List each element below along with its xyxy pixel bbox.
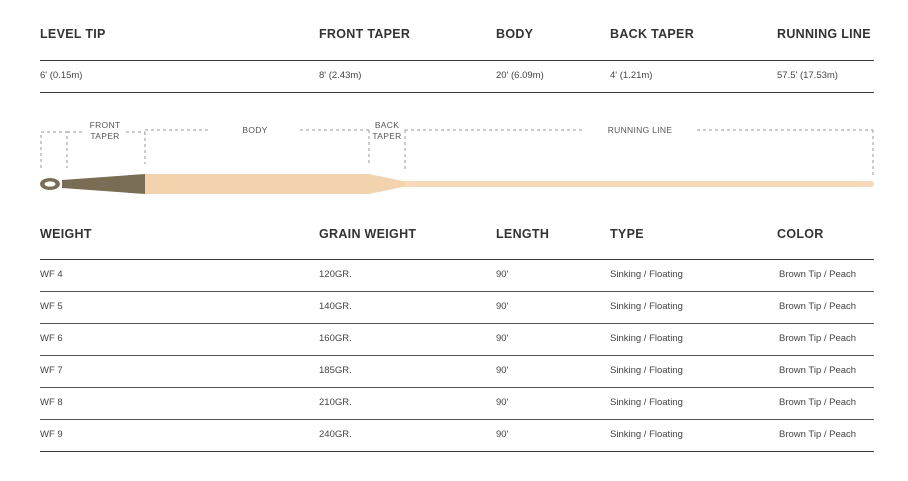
length-cell: 90' [496, 397, 509, 408]
specs-bottom-divider [40, 451, 874, 452]
grain-weight-cell: 120GR. [319, 269, 352, 280]
weight-cell: WF 4 [40, 269, 63, 280]
header-back-taper: BACK TAPER [610, 27, 695, 41]
row-divider [40, 291, 874, 292]
row-divider [40, 387, 874, 388]
length-cell: 90' [496, 301, 509, 312]
body-label: BODY [242, 125, 268, 135]
length-cell: 90' [496, 429, 509, 440]
type-cell: Sinking / Floating [610, 429, 683, 440]
color-cell: Brown Tip / Peach [779, 269, 857, 280]
color-cell: Brown Tip / Peach [779, 397, 857, 408]
length-cell: 90' [496, 365, 509, 376]
color-cell: Brown Tip / Peach [779, 333, 857, 344]
weight-cell: WF 9 [40, 429, 63, 440]
header-length: LENGTH [496, 227, 550, 241]
row-divider [40, 323, 874, 324]
value-back-taper: 4' (1.21m) [610, 70, 653, 81]
back-taper-label-line1: BACK [374, 120, 400, 130]
taper-bottom-divider [40, 92, 874, 93]
specs-header-divider [40, 259, 874, 260]
value-front-taper: 8' (2.43m) [319, 70, 362, 81]
back-taper-label-line2: TAPER [372, 131, 402, 141]
header-front-taper: FRONT TAPER [319, 27, 411, 41]
section-brackets [41, 130, 873, 176]
running-line-segment [400, 181, 874, 187]
value-body: 20' (6.09m) [496, 70, 544, 81]
length-cell: 90' [496, 333, 509, 344]
type-cell: Sinking / Floating [610, 365, 683, 376]
header-type: TYPE [610, 227, 644, 241]
row-divider [40, 419, 874, 420]
row-divider [40, 355, 874, 356]
weight-cell: WF 6 [40, 333, 63, 344]
type-cell: Sinking / Floating [610, 397, 683, 408]
weight-cell: WF 7 [40, 365, 63, 376]
grain-weight-cell: 240GR. [319, 429, 352, 440]
header-running-line: RUNNING LINE [777, 27, 871, 41]
color-cell: Brown Tip / Peach [779, 429, 857, 440]
value-running-line: 57.5' (17.53m) [777, 70, 838, 81]
header-color: COLOR [777, 227, 824, 241]
front-taper-label-line1: FRONT [89, 120, 121, 130]
back-taper-segment [369, 174, 405, 194]
color-cell: Brown Tip / Peach [779, 301, 857, 312]
taper-header-divider [40, 60, 874, 61]
grain-weight-cell: 185GR. [319, 365, 352, 376]
type-cell: Sinking / Floating [610, 301, 683, 312]
body-segment [144, 174, 370, 194]
type-cell: Sinking / Floating [610, 333, 683, 344]
header-body: BODY [496, 27, 534, 41]
header-weight: WEIGHT [40, 227, 92, 241]
grain-weight-cell: 160GR. [319, 333, 352, 344]
value-level-tip: 6' (0.15m) [40, 70, 83, 81]
length-cell: 90' [496, 269, 509, 280]
loop-tip-eye [45, 181, 56, 186]
grain-weight-cell: 210GR. [319, 397, 352, 408]
header-level-tip: LEVEL TIP [40, 27, 106, 41]
weight-cell: WF 5 [40, 301, 63, 312]
front-taper-segment [62, 174, 145, 194]
running-line-label: RUNNING LINE [607, 125, 673, 135]
grain-weight-cell: 140GR. [319, 301, 352, 312]
fly-line-diagram [0, 100, 908, 200]
type-cell: Sinking / Floating [610, 269, 683, 280]
level-tip-bracket [41, 132, 67, 168]
color-cell: Brown Tip / Peach [779, 365, 857, 376]
weight-cell: WF 8 [40, 397, 63, 408]
header-grain-weight: GRAIN WEIGHT [319, 227, 417, 241]
front-taper-label-line2: TAPER [90, 131, 120, 141]
